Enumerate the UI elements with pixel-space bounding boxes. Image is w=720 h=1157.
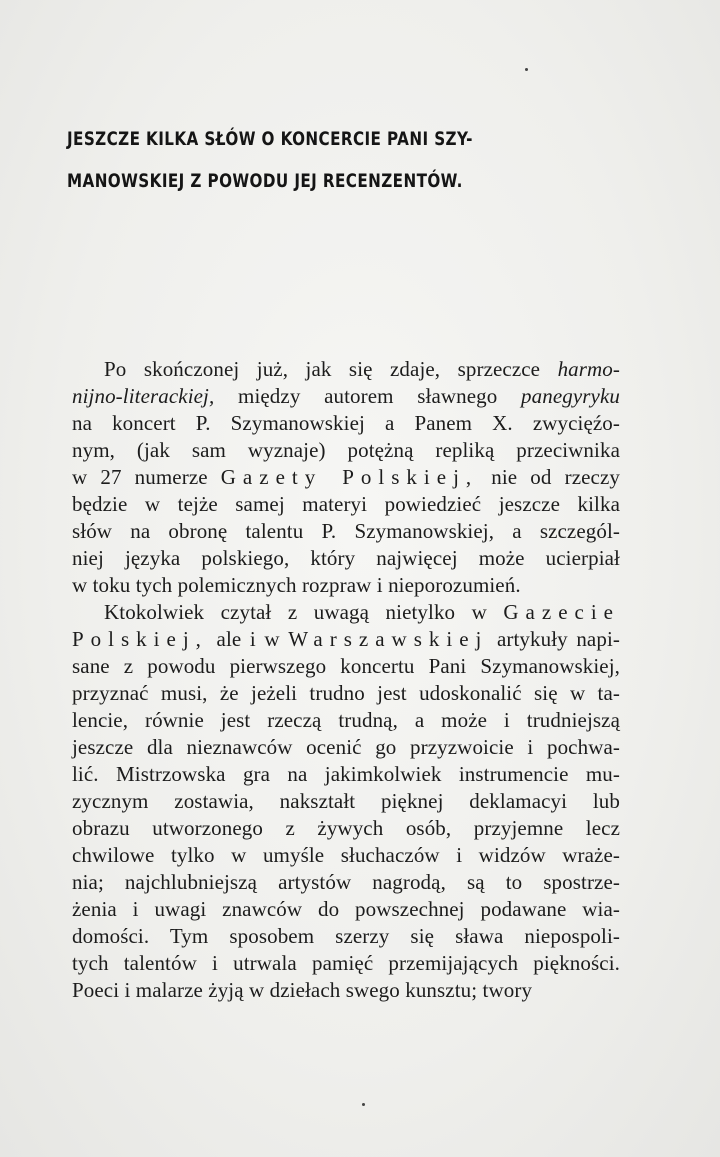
- text-line: [72, 653, 620, 680]
- text-line: [72, 977, 620, 1004]
- text-run: lencie, równie jest rzeczą trudną, a może i trudniejszą: [72, 708, 620, 732]
- text-line: [72, 599, 620, 626]
- paragraph: [72, 599, 620, 1004]
- page-speck: [525, 68, 528, 71]
- text-run: zycznym zostawia, nakształt pięknej deklamacyi lub: [72, 789, 620, 813]
- text-run: będzie w tejże samej materyi powiedzieć jeszcze kilka: [72, 492, 620, 516]
- chapter-title: [67, 118, 515, 202]
- page-speck: [362, 1103, 365, 1106]
- text-line: [72, 734, 620, 761]
- body-text: [72, 356, 620, 1004]
- text-line: [72, 626, 620, 653]
- text-run: niej języka polskiego, który najwięcej może ucierpiał: [72, 546, 620, 570]
- title-line: JESZCZE KILKA SŁÓW O KONCERCIE PANI SZY-: [67, 128, 473, 150]
- text-line: [72, 545, 620, 572]
- paragraph: [72, 356, 620, 599]
- text-run: w 27 numerze: [72, 465, 221, 489]
- text-run: słów na obronę talentu P. Szymanowskiej, a szczegól-: [72, 519, 620, 543]
- text-run: jeszcze dla nieznawców ocenić go przyzwoicie i pochwa-: [72, 735, 620, 759]
- text-line: [72, 761, 620, 788]
- text-run: nie od rzeczy: [478, 465, 620, 489]
- spaced-emphasis-run: Gazecie: [503, 600, 620, 624]
- text-run: na koncert P. Szymanowskiej a Panem X. zwycięźo-: [72, 411, 620, 435]
- spaced-emphasis-run: Warszawskiej: [288, 627, 489, 651]
- text-line: [72, 464, 620, 491]
- spaced-emphasis-run: Gazety Polskiej,: [220, 465, 479, 489]
- text-run: ale i w: [207, 627, 289, 651]
- text-line: [72, 518, 620, 545]
- text-line: [72, 437, 620, 464]
- text-line: [72, 950, 620, 977]
- italic-run: panegyryku: [521, 384, 620, 408]
- text-run: żenia i uwagi znawców do powszechnej podawane wia-: [72, 897, 620, 921]
- text-run: nym, (jak sam wyznaje) potężną repliką przeciwnika: [72, 438, 620, 462]
- text-run: chwilowe tylko w umyśle słuchaczów i widzów wraże-: [72, 843, 620, 867]
- text-line: [72, 572, 620, 599]
- text-line: [72, 356, 620, 383]
- text-line: [72, 815, 620, 842]
- text-run: artykuły napi-: [488, 627, 620, 651]
- text-line: [72, 491, 620, 518]
- text-run: tych talentów i utrwala pamięć przemijających piękności.: [72, 951, 620, 975]
- text-run: lić. Mistrzowska gra na jakimkolwiek instrumencie mu-: [72, 762, 620, 786]
- text-run: Po skończonej już, jak się zdaje, sprzeczce: [104, 357, 558, 381]
- text-line: [72, 383, 620, 410]
- text-line: [72, 410, 620, 437]
- spaced-emphasis-run: Polskiej,: [72, 627, 208, 651]
- text-line: [72, 896, 620, 923]
- text-run: między autorem sławnego: [214, 384, 522, 408]
- text-line: [72, 869, 620, 896]
- text-run: obrazu utworzonego z żywych osób, przyjemne lecz: [72, 816, 620, 840]
- italic-run: harmo-: [557, 357, 620, 381]
- text-line: [72, 788, 620, 815]
- text-run: Ktokolwiek czytał z uwagą nietylko w: [104, 600, 504, 624]
- text-run: sane z powodu pierwszego koncertu Pani Szymanowskiej,: [72, 654, 620, 678]
- text-run: domości. Tym sposobem szerzy się sława niepospoli-: [72, 924, 620, 948]
- text-line: [72, 923, 620, 950]
- text-run: w toku tych polemicznych rozpraw i nieporozumień.: [72, 573, 521, 597]
- text-line: [72, 707, 620, 734]
- text-run: przyznać musi, że jeżeli trudno jest udoskonalić się w ta-: [72, 681, 620, 705]
- title-line: MANOWSKIEJ Z POWODU JEJ RECENZENTÓW.: [67, 170, 463, 192]
- text-line: [72, 842, 620, 869]
- italic-run: nijno-literackiej,: [72, 384, 215, 408]
- text-line: [72, 680, 620, 707]
- text-run: Poeci i malarze żyją w dziełach swego kunsztu; twory: [72, 978, 533, 1002]
- text-run: nia; najchlubniejszą artystów nagrodą, są to spostrze-: [72, 870, 620, 894]
